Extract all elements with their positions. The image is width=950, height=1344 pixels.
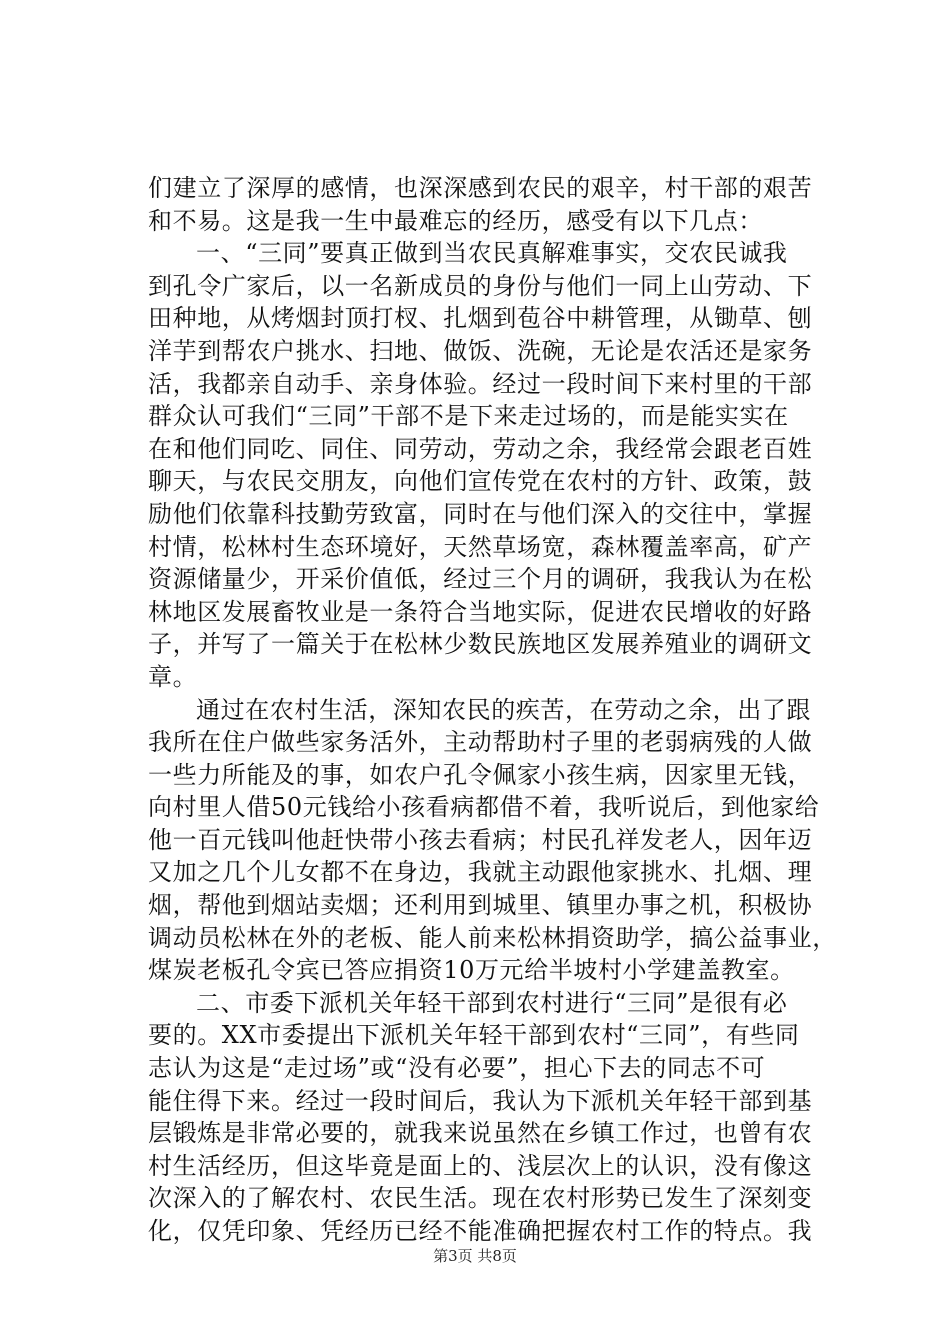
text-line: 到孔令广家后，以一名新成员的身份与他们一同上山劳动、下: [148, 271, 813, 300]
text-line: 烟，帮他到烟站卖烟；还利用到城里、镇里办事之机，积极协: [148, 891, 813, 920]
text-line: 次深入的了解农村、农民生活。现在农村形势已发生了深刻变: [148, 1184, 813, 1213]
text-line: 志认为这是“走过场”或“没有必要”，担心下去的同志不可: [148, 1054, 766, 1083]
text-line: 章。: [148, 662, 198, 691]
text-line: 励他们依靠科技勤劳致富，同时在与他们深入的交往中，掌握: [148, 499, 813, 528]
text-line: 一些力所能及的事，如农户孔令佩家小孩生病，因家里无钱，: [148, 760, 813, 789]
text-line: 田种地，从烤烟封顶打杈、扎烟到苞谷中耕管理，从锄草、刨: [148, 304, 813, 333]
text-line: 村情，松林村生态环境好，天然草场宽，森林覆盖率高，矿产: [148, 532, 813, 561]
document-body: [148, 172, 837, 1248]
page-footer: 第3页 共8页: [433, 1247, 517, 1265]
text-line: 二、市委下派机关年轻干部到农村进行“三同”是很有必: [196, 988, 788, 1017]
text-line: 一、“三同”要真正做到当农民真解难事实，交农民诚我: [196, 239, 788, 268]
text-line: 们建立了深厚的感情，也深深感到农民的艰辛，村干部的艰苦: [148, 174, 813, 202]
text-line: 子，并写了一篇关于在松林少数民族地区发展养殖业的调研文: [148, 630, 813, 659]
text-line: 层锻炼是非常必要的，就我来说虽然在乡镇工作过，也曾有农: [148, 1119, 813, 1148]
text-line: 又加之几个儿女都不在身边，我就主动跟他家挑水、扎烟、理: [148, 858, 813, 887]
text-line: 群众认可我们“三同”干部不是下来走过场的，而是能实实在: [148, 402, 789, 431]
text-line: 林地区发展畜牧业是一条符合当地实际，促进农民增收的好路: [148, 597, 813, 626]
text-line: 我所在住户做些家务活外，主动帮助村子里的老弱病残的人做: [148, 728, 813, 757]
text-line: 要的。XX市委提出下派机关年轻干部到农村“三同”，有些同: [148, 1021, 800, 1050]
text-line: 调动员松林在外的老板、能人前来松林捐资助学，搞公益事业，: [148, 923, 837, 952]
text-line: 煤炭老板孔令宾已答应捐资10万元给半坡村小学建盖教室。: [148, 956, 795, 985]
text-line: 洋芋到帮农户挑水、扫地、做饭、洗碗，无论是农活还是家务: [148, 336, 813, 365]
text-line: 在和他们同吃、同住、同劳动，劳动之余，我经常会跟老百姓: [148, 434, 813, 463]
text-line: 化，仅凭印象、凭经历已经不能准确把握农村工作的特点。我: [148, 1217, 813, 1245]
text-line: 通过在农村生活，深知农民的疾苦，在劳动之余，出了跟: [196, 695, 811, 724]
text-line: 资源储量少，开采价值低，经过三个月的调研，我我认为在松: [148, 565, 813, 594]
text-line: 村生活经历，但这毕竟是面上的、浅层次上的认识，没有像这: [148, 1151, 813, 1180]
text-line: 和不易。这是我一生中最难忘的经历，感受有以下几点：: [148, 206, 763, 235]
text-line: 活，我都亲自动手、亲身体验。经过一段时间下来村里的干部: [148, 369, 813, 398]
text-line: 能住得下来。经过一段时间后，我认为下派机关年轻干部到基: [148, 1086, 813, 1115]
text-line: 聊天，与农民交朋友，向他们宣传党在农村的方针、政策，鼓: [148, 467, 813, 496]
text-line: 向村里人借50元钱给小孩看病都借不着，我听说后，到他家给: [148, 793, 820, 822]
text-line: 他一百元钱叫他赶快带小孩去看病；村民孔祥发老人，因年迈: [148, 825, 813, 854]
